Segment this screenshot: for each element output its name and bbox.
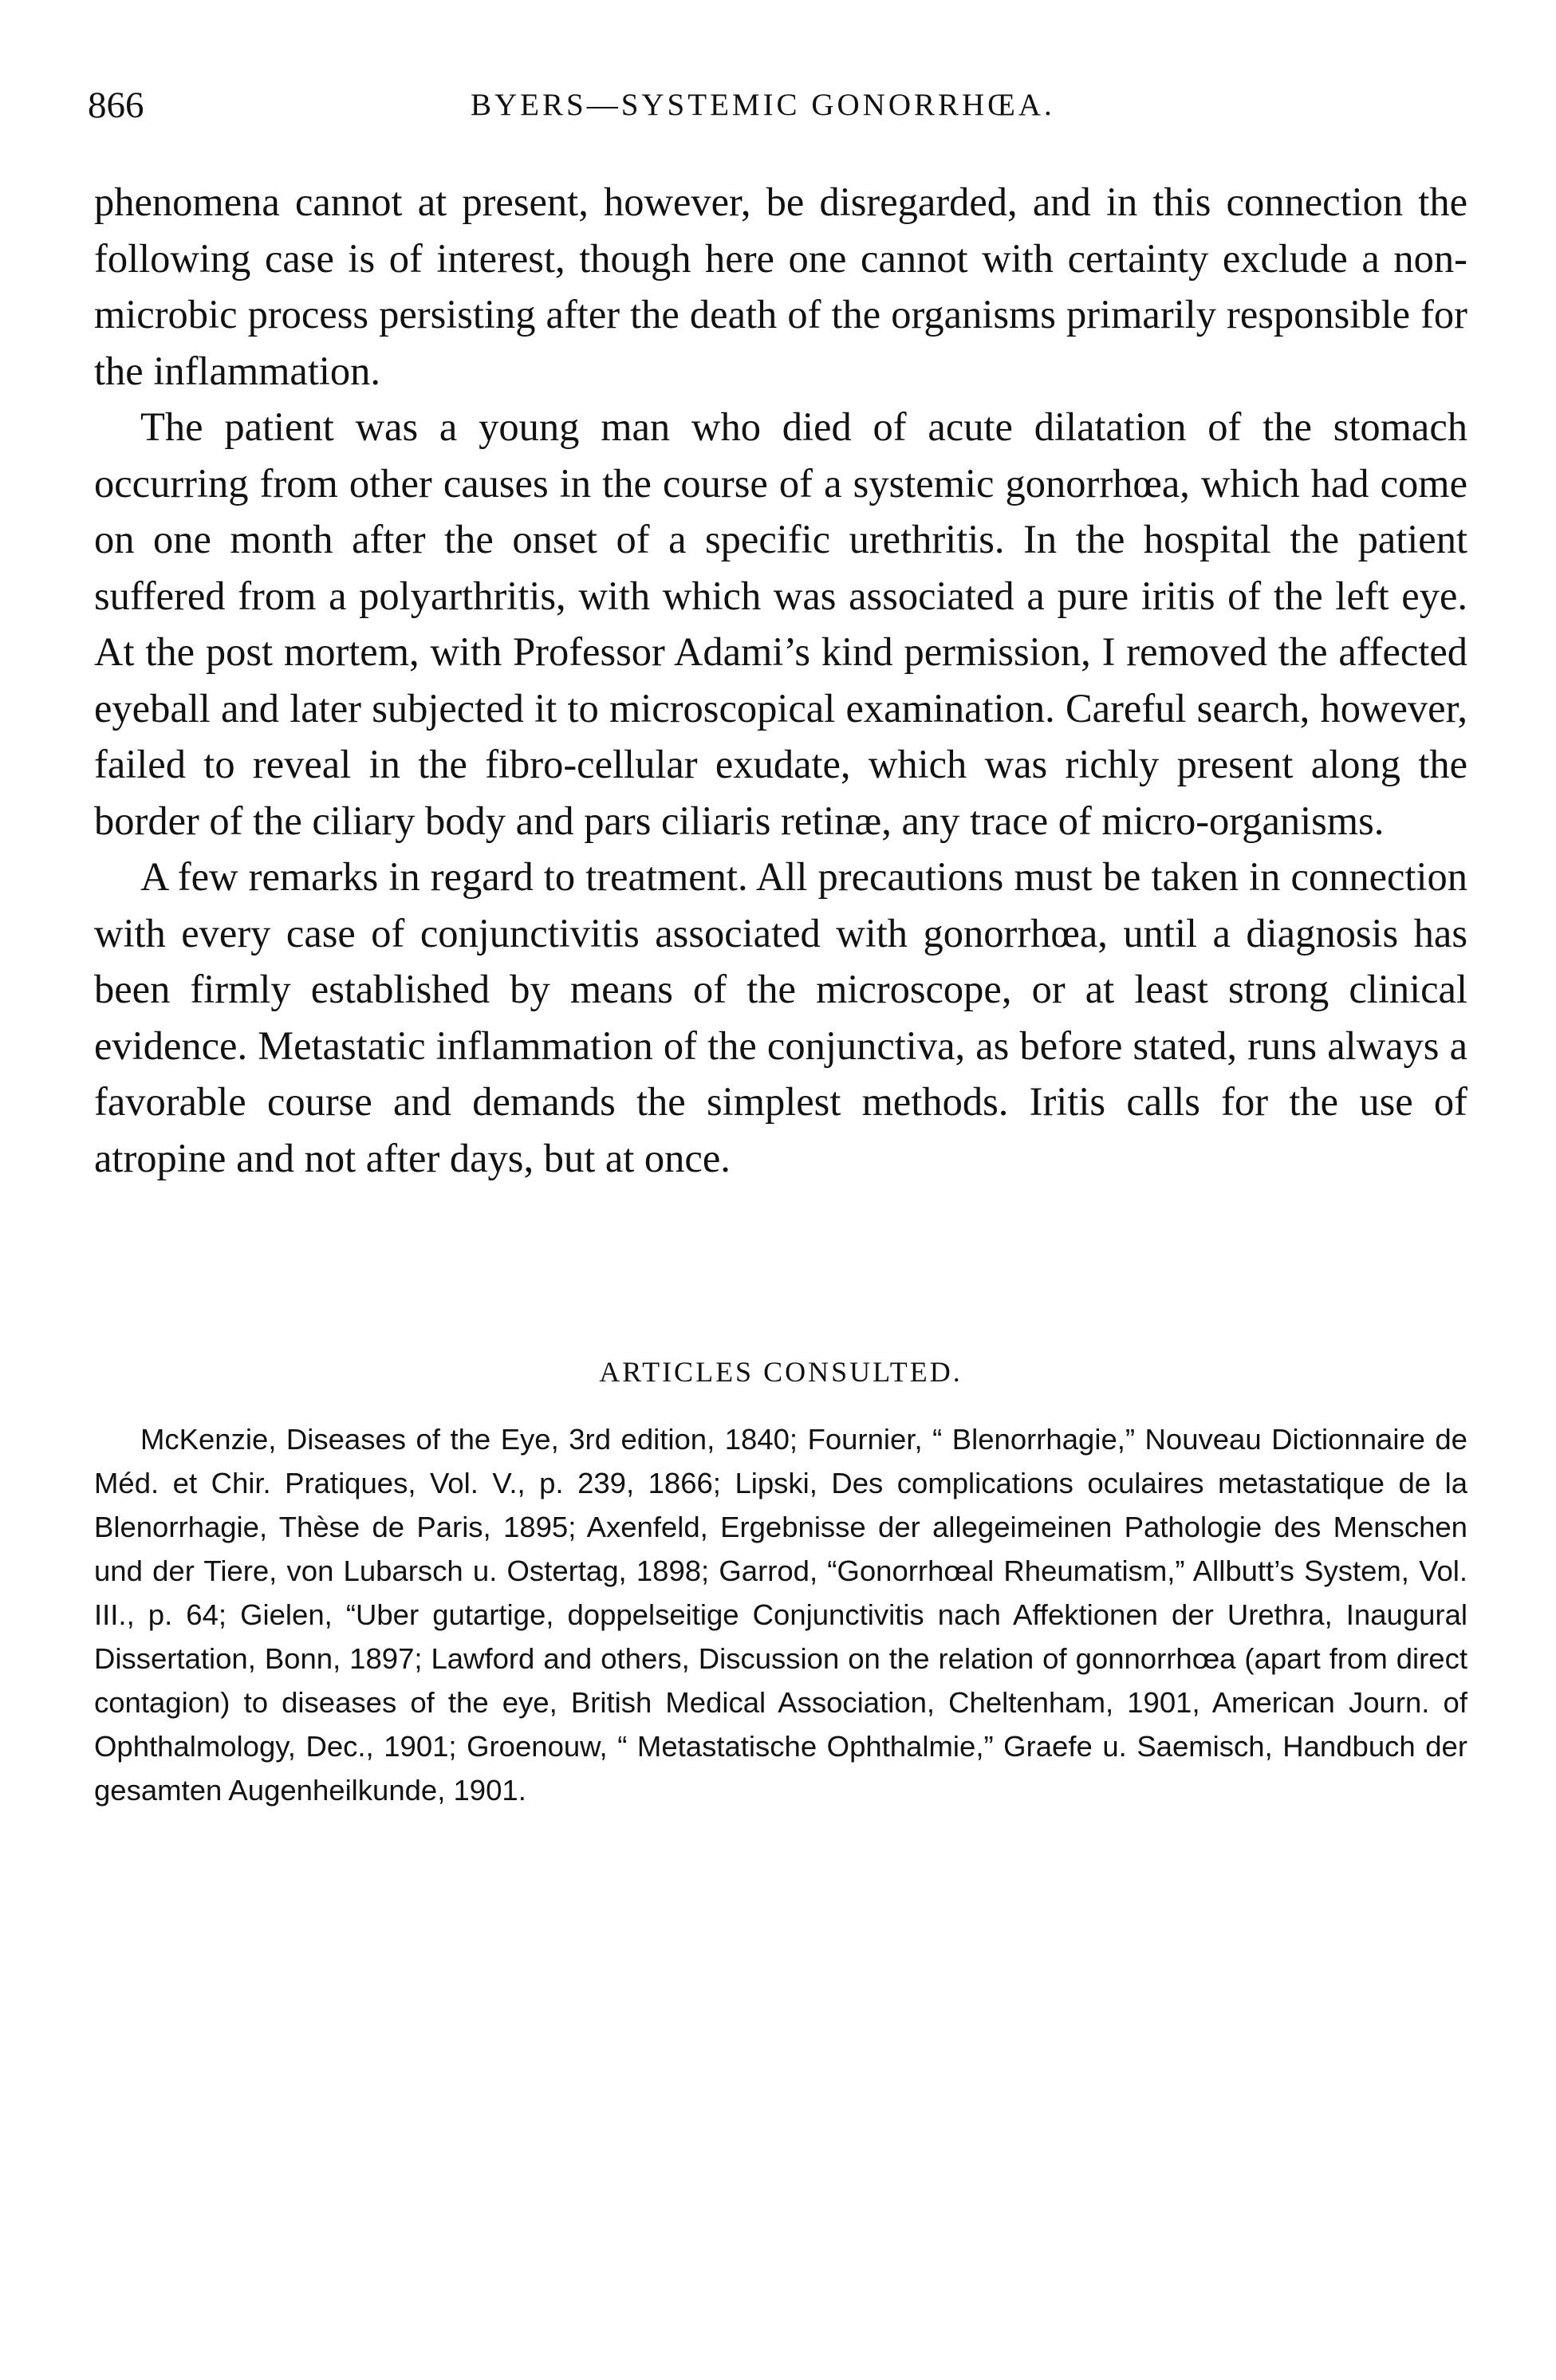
body-text xyxy=(94,174,1467,1186)
running-title: BYERS—SYSTEMIC GONORRHŒA. xyxy=(471,88,1055,122)
page-number: 866 xyxy=(88,85,144,126)
references-list: McKenzie, Diseases of the Eye, 3rd edition, 1840; Fournier, “ Blenorrhagie,” Nouveau Dictionnaire de Méd. et Chir. Pratiques, Vol. V., p. 239, 1866; Lipski, Des complications oculaires metastatique de la Blenorrhagie, Thèse de Paris, 1895; Axenfeld, Ergebnisse der allegeimeinen Pathologie des Menschen und der Tiere, von Lubarsch u. Ostertag, 1898; Garrod, “Gonorrhœal Rheumatism,” Allbutt’s System, Vol. III., p. 64; Gielen, “Uber gutartige, doppelseitige Conjunctivitis nach Affektionen der Urethra, Inaugural Dissertation, Bonn, 1897; Lawford and others, Discussion on the relation of gonnorrhœa (apart from direct contagion) to diseases of the eye, British Medical Association, Cheltenham, 1901, American Journ. of Ophthalmology, Dec., 1901; Groenouw, “ Metastatische Ophthalmie,” Graefe u. Saemisch, Handbuch der gesamten Augenheilkunde, 1901. xyxy=(94,1423,1467,1807)
paragraph-continued: phenomena cannot at present, however, be disregarded, and in this connection the following case is of interest, though here one cannot with certainty exclude a non-microbic process persisting after the death of the organisms primarily responsible for the inflammation. xyxy=(94,179,1467,393)
running-header xyxy=(88,81,1475,129)
articles-consulted-heading: ARTICLES CONSULTED. xyxy=(599,1356,963,1388)
paragraph-case-report: The patient was a young man who died of acute dilatation of the stomach occurring from other causes in the course of a systemic gonorrhœa, which had come on one month after the onset of a specific urethritis. In the hospital the patient suffered from a polyarthritis, with which was associated a pure iritis of the left eye. At the post mortem, with Professor Adami’s kind permission, I removed the affected eyeball and later subjected it to microscopical examination. Careful search, however, failed to reveal in the fibro-cellular exudate, which was richly present along the border of the ciliary body and pars ciliaris retinæ, any trace of micro-organisms. xyxy=(94,404,1467,843)
paragraph-treatment: A few remarks in regard to treatment. All precautions must be taken in connection with every case of conjunctivitis associated with gonorrhœa, until a diagnosis has been firmly established by means of the microscope, or at least strong clinical evidence. Metastatic inflammation of the conjunctiva, as before stated, runs always a favorable course and demands the simplest methods. Iritis calls for the use of atropine and not after days, but at once. xyxy=(94,854,1467,1180)
